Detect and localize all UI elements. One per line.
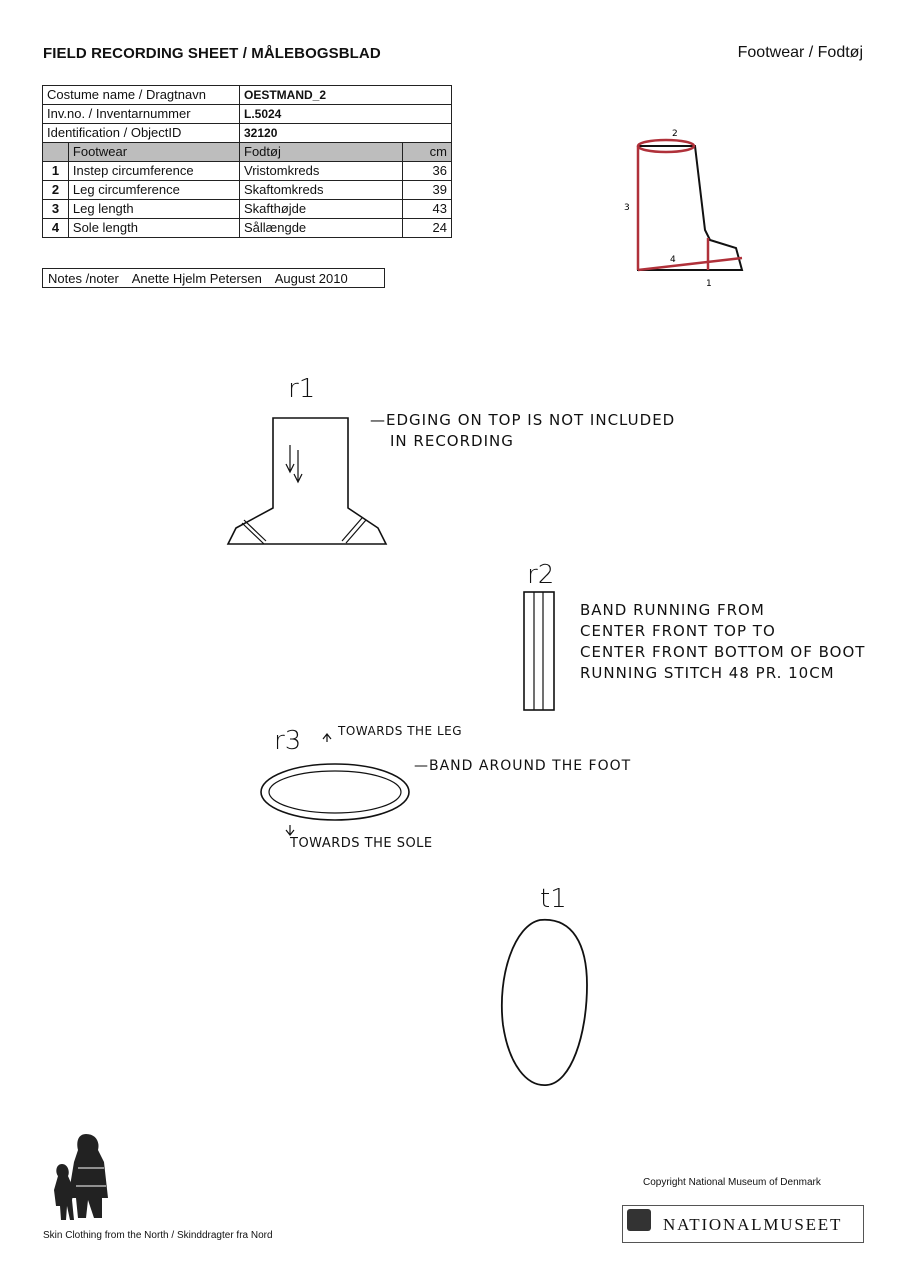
costume-value: OESTMAND_2 xyxy=(240,86,452,105)
museum-name: NATIONALMUSEET xyxy=(663,1215,843,1234)
r3-label: r3 xyxy=(274,726,302,756)
r1-note xyxy=(370,410,675,452)
table-header-row xyxy=(43,143,452,162)
r3-down-note: TOWARDS THE SOLE xyxy=(290,836,433,851)
row-label-dk: Sållængde xyxy=(240,219,403,238)
table-row xyxy=(43,162,452,181)
boot-outline xyxy=(638,146,742,270)
row-label-en: Leg length xyxy=(68,200,239,219)
r2-band-sketch xyxy=(520,590,560,715)
notes-date: August 2010 xyxy=(274,271,348,286)
table-row xyxy=(43,219,452,238)
table-row xyxy=(43,200,452,219)
sole-length-mark xyxy=(638,258,742,270)
r2-note-line: CENTER FRONT BOTTOM OF BOOT xyxy=(580,643,866,661)
row-label-en: Instep circumference xyxy=(68,162,239,181)
boot-measure-diagram xyxy=(610,120,760,295)
costume-label: Costume name / Dragtnavn xyxy=(43,86,240,105)
table-row xyxy=(43,181,452,200)
inv-label: Inv.no. / Inventarnummer xyxy=(43,105,240,124)
row-number: 4 xyxy=(43,219,69,238)
notes-box xyxy=(42,268,385,288)
diagram-label-4: 4 xyxy=(670,255,676,265)
crown-icon xyxy=(627,1209,651,1231)
diagram-label-3: 3 xyxy=(624,203,630,213)
diagram-label-1: 1 xyxy=(706,279,712,289)
r2-label: r2 xyxy=(527,560,555,590)
row-number: 1 xyxy=(43,162,69,181)
sheet-category: Footwear / Fodtøj xyxy=(737,44,863,61)
r2-note-line: RUNNING STITCH 48 PR. 10CM xyxy=(580,664,835,682)
project-caption: Skin Clothing from the North / Skinddragter fra Nord xyxy=(43,1230,273,1241)
row-value: 24 xyxy=(403,219,452,238)
header-cm: cm xyxy=(403,143,452,162)
id-value: 32120 xyxy=(240,124,452,143)
row-label-en: Leg circumference xyxy=(68,181,239,200)
r2-note-line: BAND RUNNING FROM xyxy=(580,601,765,619)
notes-label: Notes /noter xyxy=(48,271,119,286)
table-row xyxy=(43,86,452,105)
row-number: 2 xyxy=(43,181,69,200)
r3-band-sketch xyxy=(250,730,420,840)
notes-author: Anette Hjelm Petersen xyxy=(131,271,262,286)
table-row xyxy=(43,124,452,143)
row-label-dk: Skafthøjde xyxy=(240,200,403,219)
r3-up-note: TOWARDS THE LEG xyxy=(338,724,463,738)
t1-sole-sketch xyxy=(495,915,605,1095)
r1-note-line: —EDGING ON TOP IS NOT INCLUDED xyxy=(370,411,676,429)
project-logo xyxy=(48,1128,118,1223)
copyright-text: Copyright National Museum of Denmark xyxy=(643,1177,821,1188)
diagram-label-2: 2 xyxy=(672,129,678,139)
r3-band-note: —BAND AROUND THE FOOT xyxy=(414,758,632,774)
header-fodtoj: Fodtøj xyxy=(240,143,403,162)
r1-label: r1 xyxy=(288,374,316,404)
sheet-title: FIELD RECORDING SHEET / MÅLEBOGSBLAD xyxy=(43,45,381,62)
row-number: 3 xyxy=(43,200,69,219)
row-label-dk: Skaftomkreds xyxy=(240,181,403,200)
row-label-dk: Vristomkreds xyxy=(240,162,403,181)
museum-logo xyxy=(622,1205,864,1243)
t1-label: t1 xyxy=(540,884,567,914)
r1-note-line: IN RECORDING xyxy=(390,432,514,450)
row-value: 36 xyxy=(403,162,452,181)
r2-note-line: CENTER FRONT TOP TO xyxy=(580,622,776,640)
measurement-table xyxy=(42,85,452,238)
id-label: Identification / ObjectID xyxy=(43,124,240,143)
header-footwear: Footwear xyxy=(68,143,239,162)
inv-value: L.5024 xyxy=(240,105,452,124)
row-value: 43 xyxy=(403,200,452,219)
row-label-en: Sole length xyxy=(68,219,239,238)
r2-note xyxy=(580,600,865,684)
row-value: 39 xyxy=(403,181,452,200)
table-row xyxy=(43,105,452,124)
